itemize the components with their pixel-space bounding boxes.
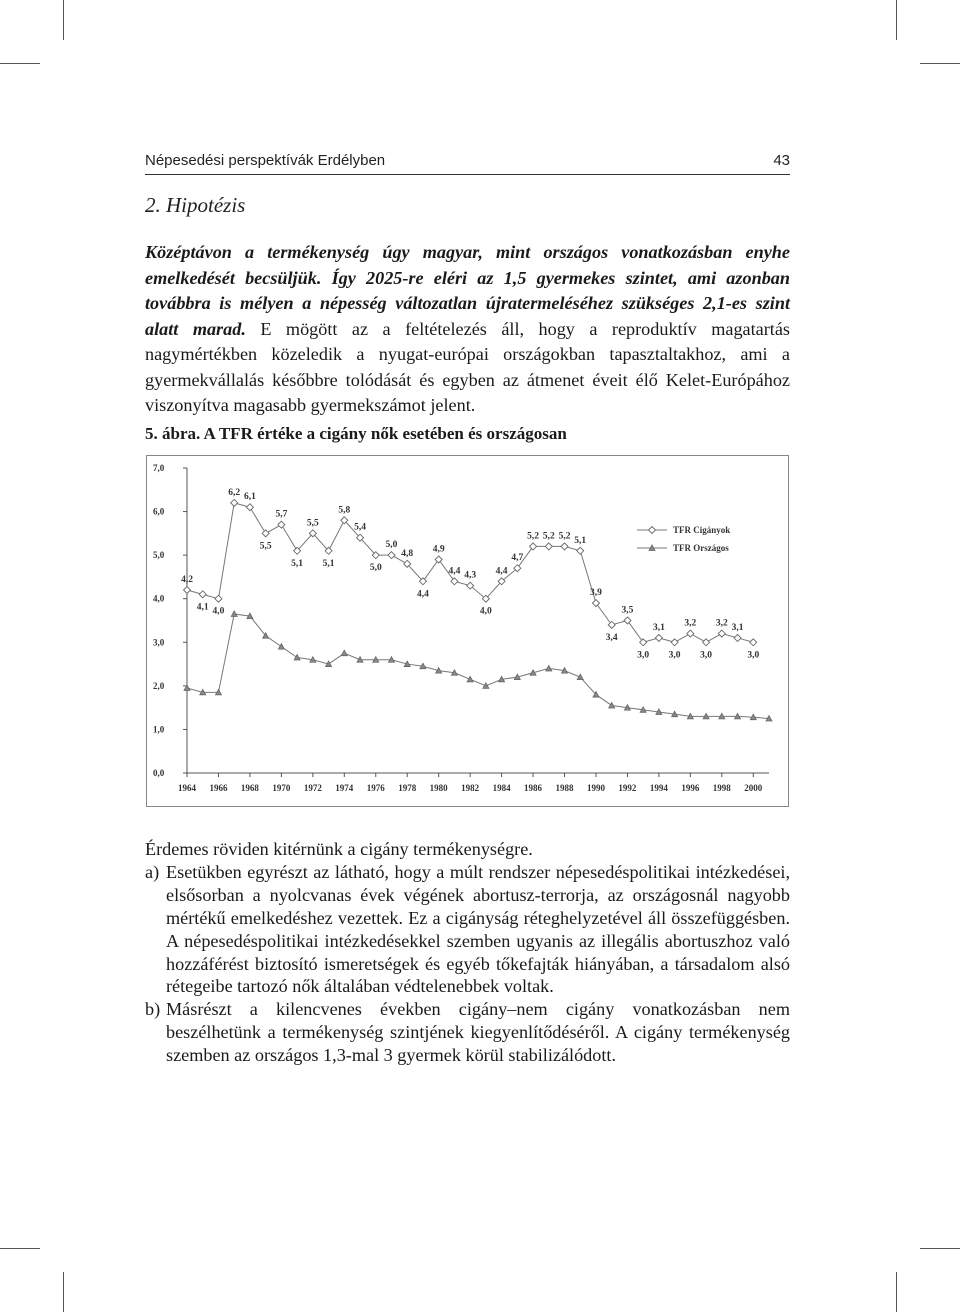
data-point-orszagos [294,655,300,661]
data-label-ciganyok: 4,4 [448,566,461,577]
data-point-ciganyok [640,639,647,646]
hypothesis-emphasis: Középtávon a termékenység úgy magyar, mint országos vonatkozásban enyhe emelkedését becsüljük. Így 2025-re eléri az 1,5 gyermekes szintet, ami azonban továbbra is mélyen a népesség változatlan újratermeléséhez szükséges 2,1-es szint alatt marad. [145,242,790,339]
data-point-ciganyok [451,578,458,585]
x-tick-label: 1972 [303,783,322,793]
data-point-orszagos [341,650,347,656]
y-tick-label: 7,0 [153,463,165,473]
list-marker: a) [145,861,160,882]
body-text [145,838,790,1067]
data-label-ciganyok: 3,4 [605,632,618,643]
header-rule [145,174,790,175]
list-marker: b) [145,999,161,1020]
data-label-ciganyok: 4,4 [495,566,508,577]
crop-mark [920,63,960,64]
data-point-ciganyok [687,630,694,637]
data-label-ciganyok: 5,1 [322,558,335,569]
chart-canvas [147,456,790,808]
data-point-ciganyok [718,630,725,637]
x-tick-label: 1968 [240,783,259,793]
crop-mark [0,63,40,64]
hypothesis-paragraph [145,240,790,419]
data-point-ciganyok [655,634,662,641]
x-tick-label: 1966 [209,783,228,793]
data-label-ciganyok: 4,9 [432,544,445,555]
data-point-ciganyok [184,587,191,594]
data-point-orszagos [231,611,237,617]
data-label-ciganyok: 5,5 [259,541,272,552]
data-label-ciganyok: 3,0 [668,650,681,661]
data-label-ciganyok: 4,1 [196,602,209,613]
data-point-ciganyok [246,504,253,511]
x-tick-label: 1990 [586,783,605,793]
data-point-ciganyok [215,595,222,602]
data-label-ciganyok: 3,5 [621,605,634,616]
data-point-orszagos [577,674,583,680]
y-tick-label: 2,0 [153,680,165,691]
data-label-ciganyok: 3,0 [747,650,760,661]
x-tick-label: 2000 [744,783,763,793]
crop-mark [63,0,64,40]
data-point-ciganyok [671,639,678,646]
data-label-ciganyok: 3,9 [590,588,602,599]
data-point-ciganyok [592,600,599,607]
data-label-ciganyok: 5,0 [385,540,398,551]
x-tick-label: 1994 [649,783,668,793]
running-header [145,152,790,169]
data-point-ciganyok [703,639,710,646]
intro-sentence: Érdemes röviden kitérnünk a cigány termékenységre. [145,839,533,859]
data-point-ciganyok [545,543,552,550]
y-tick-label: 6,0 [153,506,165,517]
x-tick-label: 1998 [712,783,731,793]
data-label-ciganyok: 4,8 [401,548,414,559]
x-tick-label: 1986 [524,783,543,793]
data-label-ciganyok: 5,5 [306,518,319,529]
data-point-ciganyok [199,591,206,598]
data-point-ciganyok [278,521,285,528]
page-number: 43 [773,152,790,169]
data-label-ciganyok: 5,8 [338,505,351,516]
data-point-ciganyok [750,639,757,646]
crop-mark [63,1272,64,1312]
data-point-orszagos [546,665,552,671]
y-tick-label: 4,0 [153,593,165,604]
data-label-ciganyok: 6,1 [243,492,256,503]
data-point-orszagos [483,683,489,689]
data-label-ciganyok: 6,2 [228,487,241,498]
data-label-ciganyok: 3,2 [715,618,728,629]
x-tick-label: 1976 [366,783,385,793]
data-point-ciganyok [262,530,269,537]
x-tick-label: 1982 [461,783,480,793]
y-tick-label: 3,0 [153,637,165,648]
data-point-orszagos [609,702,615,708]
legend-label-ciganyok: TFR Cigányok [673,525,731,535]
y-tick-label: 1,0 [153,724,165,735]
crop-mark [0,1248,40,1249]
data-label-ciganyok: 4,7 [511,553,524,564]
data-label-ciganyok: 3,0 [700,650,713,661]
x-tick-label: 1984 [492,783,511,793]
data-label-ciganyok: 5,2 [558,531,571,542]
legend-marker-ciganyok [649,527,656,534]
data-point-orszagos [467,676,473,682]
x-tick-label: 1988 [555,783,574,793]
data-label-ciganyok: 5,4 [354,522,366,533]
x-tick-label: 1996 [681,783,700,793]
x-tick-label: 1970 [272,783,291,793]
data-label-ciganyok: 5,1 [574,535,587,546]
data-label-ciganyok: 3,1 [652,622,665,633]
x-tick-label: 1992 [618,783,637,793]
data-label-ciganyok: 5,2 [527,531,539,542]
data-point-ciganyok [624,617,631,624]
data-label-ciganyok: 4,0 [212,606,225,617]
data-label-ciganyok: 5,1 [291,558,304,569]
list-item-text: Másrészt a kilencvenes években cigány–nem cigány vonatkozásban nem beszélhetünk a termékenység szintjének kiegyenlítődéséről. A cigány termékenység szemben az országos 1,3-mal 3 gyermek körül stabilizálódott. [166,999,790,1066]
list-item-b [145,998,790,1067]
y-tick-label: 0,0 [153,768,165,778]
data-label-ciganyok: 5,7 [275,509,288,520]
legend-label-orszagos: TFR Országos [673,543,729,553]
figure-caption: 5. ábra. A TFR értéke a cigány nők esetében és országosan [145,424,567,443]
data-label-ciganyok: 5,0 [369,563,382,574]
crop-mark [896,0,897,40]
crop-mark [920,1248,960,1249]
data-label-ciganyok: 4,3 [464,570,477,581]
list-item-a [145,861,790,998]
section-title: 2. Hipotézis [145,193,246,217]
data-label-ciganyok: 5,2 [542,531,555,542]
data-point-ciganyok [561,543,568,550]
data-point-ciganyok [388,552,395,559]
x-tick-label: 1974 [335,783,354,793]
x-tick-label: 1980 [429,783,448,793]
tfr-chart [146,455,789,807]
crop-mark [896,1272,897,1312]
data-point-ciganyok [530,543,537,550]
series-line-orszagos [187,614,769,719]
data-label-ciganyok: 3,0 [637,650,650,661]
data-label-ciganyok: 3,2 [684,618,697,629]
running-title: Népesedési perspektívák Erdélyben [145,152,386,169]
data-label-ciganyok: 4,0 [479,606,492,617]
data-label-ciganyok: 4,4 [417,589,429,600]
y-tick-label: 5,0 [153,550,165,561]
x-tick-label: 1978 [398,783,417,793]
data-label-ciganyok: 4,2 [181,575,193,585]
hypothesis-text: E mögött az a feltételezés áll, hogy a reproduktív magatartás nagymértékben közeledik a nyugat-európai országokban tapasztaltakhoz, ami a gyermekvállalás későbbre tolódását és egyben az átmenet éveit élő Kelet-Európához viszonyítva magasabb gyermekszámot jelent. [145,318,790,415]
data-point-ciganyok [435,556,442,563]
data-label-ciganyok: 3,1 [731,622,744,633]
x-tick-label: 1964 [178,783,196,793]
data-point-ciganyok [231,499,238,506]
list-item-text: Esetükben egyrészt az látható, hogy a múlt rendszer népesedéspolitikai intézkedései, elsősorban a nyolcvanas évek végének abortusz-terrorja, az országosnál nagyobb mértékű emelkedéshez vezettek. Ez a cigányság réteghelyzetével áll összefüggésben. A népesedéspolitikai intézkedésekkel szemben ugyanis az illegális abortuszhoz való hozzáférést biztosító ismeretségek és egyéb tőkefajták hiányában, a társadalom alsó rétegeibe tartozó nők általában védtelenebbek voltak. [166,861,790,997]
data-point-orszagos [278,644,284,650]
data-point-ciganyok [734,634,741,641]
data-point-ciganyok [577,547,584,554]
data-point-ciganyok [608,621,615,628]
